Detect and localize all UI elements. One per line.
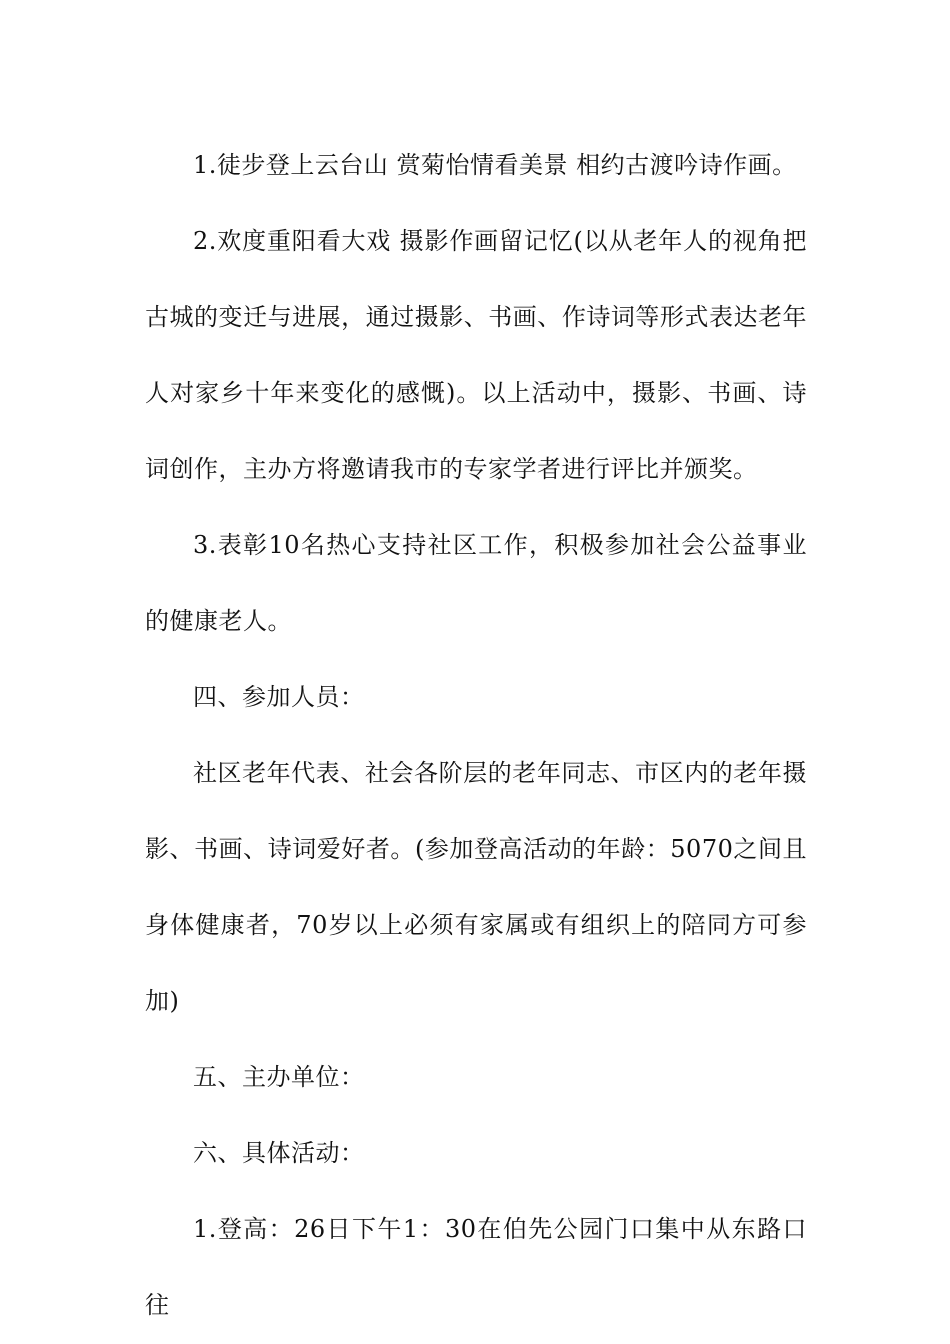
paragraph-climbing: 1.登高：26日下午1：30在伯先公园门口集中从东路口往 — [145, 1215, 807, 1319]
section-heading-participants: 四、参加人员： — [193, 683, 365, 711]
paragraph-activity-2: 2.欢度重阳看大戏 摄影作画留记忆(以从老年人的视角把古城的变迁与进展，通过摄影、书画、作诗词等形式表达老年人对家乡十年来变化的感慨)。以上活动中，摄影、书画、诗词创作，主办方将邀请我市的专家学者进行评比并颁奖。 — [145, 227, 807, 483]
paragraph-participants: 社区老年代表、社会各阶层的老年同志、市区内的老年摄影、书画、诗词爱好者。(参加登高活动的年龄：5070之间且身体健康者，70岁以上必须有家属或有组织上的陪同方可参加) — [145, 759, 807, 1015]
section-heading-activities: 六、具体活动： — [193, 1139, 365, 1167]
document-body — [145, 127, 807, 1343]
section-heading-organizer: 五、主办单位： — [193, 1063, 365, 1091]
paragraph-activity-3: 3.表彰10名热心支持社区工作，积极参加社会公益事业的健康老人。 — [145, 531, 807, 635]
paragraph-activity-1: 1.徒步登上云台山 赏菊怡情看美景 相约古渡吟诗作画。 — [193, 151, 797, 179]
